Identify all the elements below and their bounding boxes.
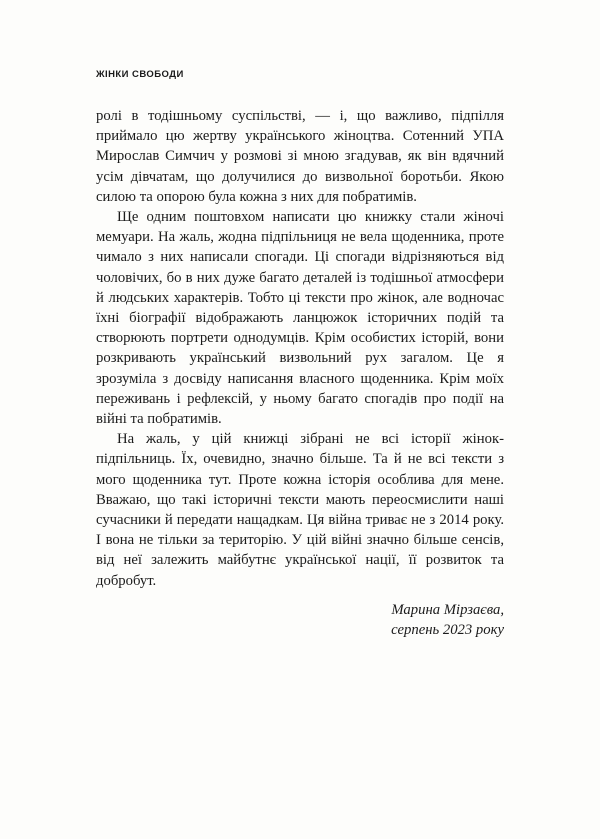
signature-block bbox=[96, 600, 504, 640]
signature-date: серпень 2023 року bbox=[391, 622, 504, 639]
body-paragraph: Ще одним поштовхом написати цю книжку стали жіночі мемуари. На жаль, жодна підпільниця не вела щоденника, проте чимало з них написали спогади. Ці спогади відрізняються від чоловічих, бо в них дуже багато деталей із тодішньої атмосфери й людських характерів. Тобто ці тексти про жінок, але водночас їхні біографії відображають ланцюжок історичних подій та створюють портрети однодумців. Крім особистих історій, вони розкривають український визвольний рух загалом. Це я зрозуміла з досвіду написання власного щоденника. Крім моїх переживань і рефлексій, у ньому багато спогадів про події на війні та побратимів. bbox=[96, 209, 504, 428]
running-head: ЖІНКИ СВОБОДИ bbox=[96, 69, 184, 80]
body-text-block bbox=[96, 106, 504, 591]
body-paragraph: На жаль, у цій книжці зібрані не всі історії жінок-підпільниць. Їх, очевидно, значно більше. Та й не всі тексти з мого щоденника тут. Проте кожна історія особлива для мене. Вважаю, що такі історичні тексти мають переосмислити наші сучасники й передати нащадкам. Ця війна триває не з 2014 року. І вона не тільки за територію. У цій війні значно більше сенсів, від неї залежить майбутнє української нації, її розвиток та добробут. bbox=[96, 431, 504, 589]
body-paragraph: ролі в тодішньому суспільстві, — і, що важливо, підпілля приймало цю жертву українського жіноцтва. Сотенний УПА Мирослав Симчич у розмові зі мною згадував, як він вдячний усім дівчатам, що долучилися до визвольної боротьби. Якою силою та опорою була кожна з них для побратимів. bbox=[96, 108, 504, 205]
signature-author: Марина Мірзаєва, bbox=[391, 602, 504, 618]
